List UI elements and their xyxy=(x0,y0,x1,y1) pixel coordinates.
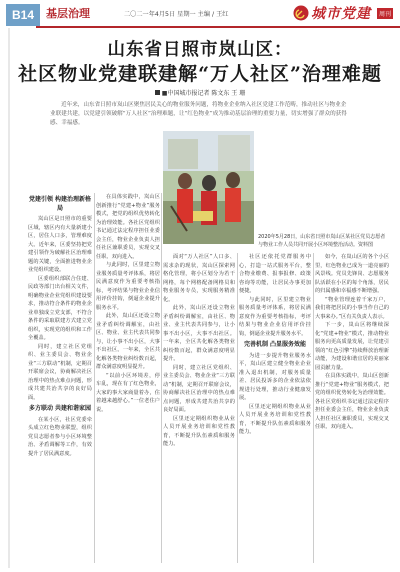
headline-main: 社区物业党建联建解“万人社区”治理难题 xyxy=(18,63,382,85)
column-divider xyxy=(237,253,238,563)
subheading: 完善机制 凸显服务效能 xyxy=(243,341,307,348)
paragraph: 此外，岚山区还设立物业矛盾纠纷调解室，由社区、物业、业主代表共同参与，让小事不出小区，大事不出社区。一年来，全区共化解各类物业纠纷数百起，群众满意度明显提升。 xyxy=(96,313,160,370)
paragraph: “物业管理连着千家万户，我们将把居民的小事当作自己的大事来办。”区有关负责人表示。 xyxy=(315,296,389,320)
article-column-1 xyxy=(28,193,92,563)
section-title: 基层治理 xyxy=(46,7,90,20)
paragraph: 与此同时，区里建立物业服务质量考评体系，将居民满意度作为重要考核指标，考评结果与物业企业信用评价挂钩，倒逼企业提升服务水平。 xyxy=(239,296,311,337)
paragraph: 同时，建立社区党组织、业主委员会、物业企业“三方联动”机制，定期召开联席会议，协商解决社区治理中的热点难点问题，形成共建共治共享的良好局面。 xyxy=(28,343,92,401)
issue-meta: 二〇二一年4月5日 星期一 主编 / 王红 xyxy=(124,11,229,18)
lead-paragraph: 近年来，山东省日照市岚山区聚焦居民关心的物业服务问题，将物业企业纳入社区党建工作范畴，推动社区与物业企业联建共建，以党建引领破解“万人社区”治理难题，让“红色物业”成为推动基层治理的重要力量，切实增强了群众的获得感、幸福感。 xyxy=(50,102,347,126)
paragraph: 在某小区，社区党委牵头成立红色物业联盟，组织党员志愿者参与小区环境整治、矛盾调解等工作，有效提升了居民满意度。 xyxy=(28,416,92,457)
paper-name: 城市党建 xyxy=(311,6,371,22)
photo-volunteers-image xyxy=(163,131,254,244)
article-column-3 xyxy=(163,253,235,563)
article-column-4 xyxy=(239,253,311,563)
article-column-5 xyxy=(315,253,389,563)
headline-kicker: 山东省日照市岚山区： xyxy=(107,40,293,60)
article-column-2 xyxy=(96,193,160,563)
paragraph: 在具体实践中，岚山区创新推行“党建+物业”服务模式，把党的组织优势转化为治理效能。各社区党组织书记通过法定程序担任业委会主任，物业企业负责人担任社区兼职委员，实现交叉任职、双向进入。 xyxy=(96,194,160,260)
paragraph: “以前小区环境差，停车乱，现在有了红色物业，大家的事大家商量着办，住着越来越舒心。”一位老住户说。 xyxy=(96,372,160,413)
byline-text: ■中国城市报记者 陈文东 王 珊 xyxy=(161,90,246,97)
paragraph: 如今，在岚山区的各个小区里，红色物业已成为一道亮丽的风景线。党员先锋岗、志愿服务队活跃在小区的每个角落，居民的归属感和幸福感不断增强。 xyxy=(315,254,389,294)
byline xyxy=(0,88,400,97)
photo-caption: 2020年5月28日，山东省日照市岚山区某社区党员志愿者与物业工作人员共同开展小区环境整治活动。资料图 xyxy=(258,234,386,248)
column-divider xyxy=(161,193,162,563)
paragraph: 与此同时，区里建立物业服务质量考评体系，将居民满意度作为重要考核指标，考评结果与物业企业信用评价挂钩，倒逼企业提升服务水平。 xyxy=(96,262,160,311)
paragraph: 区里还定期组织物业从业人员开展业务培训和党性教育，不断提升队伍素质和服务能力。 xyxy=(163,415,235,447)
page-header xyxy=(0,0,400,28)
column-divider xyxy=(94,193,95,563)
paragraph: 区里还定期组织物业从业人员开展业务培训和党性教育，不断提升队伍素质和服务能力。 xyxy=(239,403,311,435)
subheading: 党建引领 构建治理新格局 xyxy=(28,196,92,212)
weekly-tag: 周刊 xyxy=(377,8,393,19)
square-bullet-icon xyxy=(155,90,160,95)
paragraph: 为进一步提升物业服务水平，岚山区建立健全物业企业准入退出机制，对服务质量差、居民投诉多的企业依法依规进行处理，推动行业健康发展。 xyxy=(239,352,311,401)
margin-bar xyxy=(8,28,10,568)
page-number: B14 xyxy=(6,4,40,26)
paragraph: 在具体实践中，岚山区创新推行“党建+物业”服务模式，把党的组织优势转化为治理效能。各社区党组织书记通过法定程序担任业委会主任，物业企业负责人担任社区兼职委员，实现交叉任职、双向进入。 xyxy=(315,373,389,430)
paragraph: 社区还依托党群服务中心，打造一站式服务平台，整合物业缴费、报事报修、政策咨询等功能，让居民办事更加便捷。 xyxy=(239,254,311,294)
paragraph: 下一步，岚山区将继续深化“党建+物业”模式，推动物业服务向更高质量发展，让党建引领的“红色引擎”持续释放治理新动能，为建设和谐宜居的美丽家园贡献力量。 xyxy=(315,322,389,371)
column-divider xyxy=(313,253,314,563)
subheading: 多方联动 共建和谐家园 xyxy=(28,405,92,412)
paragraph: 同时，建立社区党组织、业主委员会、物业企业“三方联动”机制，定期召开联席会议，协商解决社区治理中的热点难点问题，形成共建共治共享的良好局面。 xyxy=(163,364,235,413)
party-emblem-icon xyxy=(293,5,309,21)
paragraph: 岚山区是日照市的重要区域，辖区内有大量新建小区，居住人口多，管理难度大。近年来，区委坚持把党建引领作为破解社区治理难题的关键，全面推进物业企业党组织建设。 xyxy=(28,216,92,273)
paragraph: 此外，岚山区还设立物业矛盾纠纷调解室，由社区、物业、业主代表共同参与，让小事不出小区，大事不出社区。一年来，全区共化解各类物业纠纷数百起，群众满意度明显提升。 xyxy=(163,305,235,362)
news-photo xyxy=(163,131,254,244)
paragraph: 区委组织部联合住建、民政等部门出台相关文件，明确物业企业党组织建设要求，推动符合条件的物业企业单独成立党支部，不符合条件的采取联建方式建立党组织，实现党的组织和工作全覆盖。 xyxy=(28,275,92,341)
paragraph: 面对“万人社区”人口多、需求杂的现状，岚山区探索网格化管理，将小区划分为若干网格，每个网格配备网格员和物业服务专员，实现服务精准化。 xyxy=(163,254,235,303)
